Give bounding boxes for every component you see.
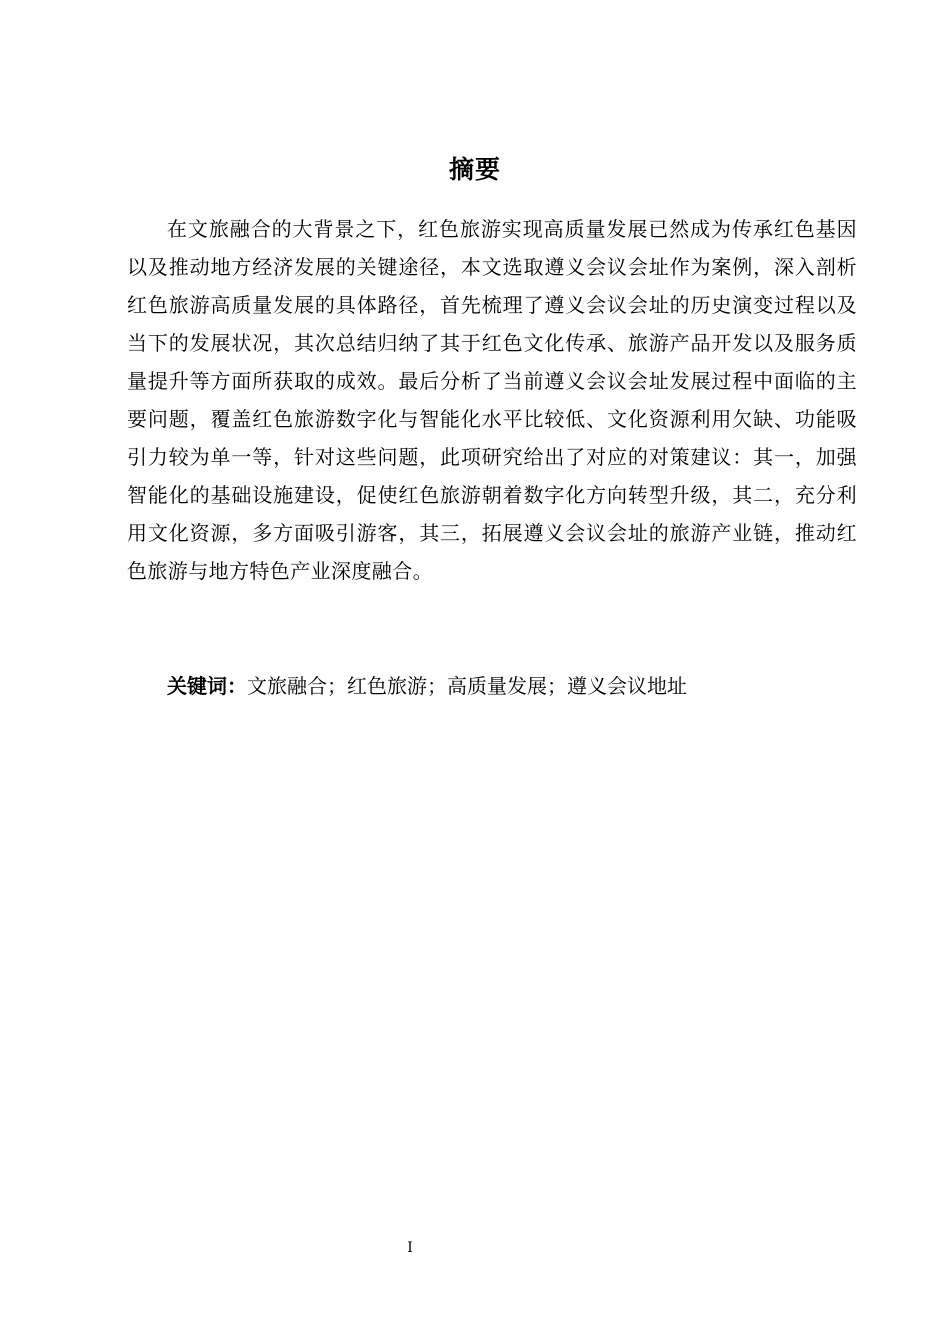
abstract-paragraph: 在文旅融合的大背景之下，红色旅游实现高质量发展已然成为传承红色基因以及推动地方经济发展的关键途径，本文选取遵义会议会址作为案例，深入剖析红色旅游高质量发展的具体路径，首先梳理了遵义会议会址的历史演变过程以及当下的发展状况，其次总结归纳了其于红色文化传承、旅游产品开发以及服务质量提升等方面所获取的成效。最后分析了当前遵义会议会址发展过程中面临的主要问题，覆盖红色旅游数字化与智能化水平比较低、文化资源利用欠缺、功能吸引力较为单一等，针对这些问题，此项研究给出了对应的对策建议：其一，加强智能化的基础设施建设，促使红色旅游朝着数字化方向转型升级，其二，充分利用文化资源，多方面吸引游客，其三，拓展遵义会议会址的旅游产业链，推动红色旅游与地方特色产业深度融合。 bbox=[127, 217, 857, 583]
page-number: I bbox=[407, 1240, 413, 1256]
keywords-text: 文旅融合；红色旅游；高质量发展；遵义会议地址 bbox=[247, 674, 687, 698]
keywords-label: 关键词： bbox=[167, 674, 247, 698]
page-title: 摘要 bbox=[448, 155, 501, 184]
keywords-line bbox=[167, 667, 857, 705]
